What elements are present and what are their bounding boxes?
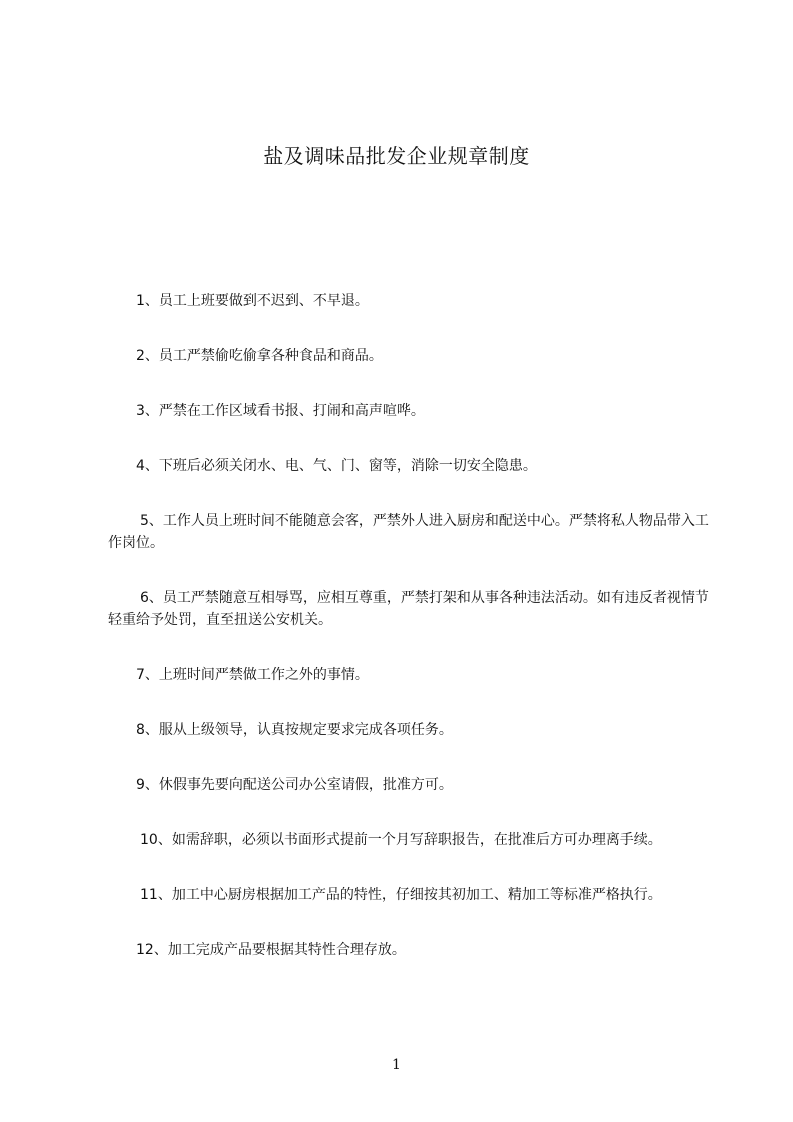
rule-item-9: 9、休假事先要向配送公司办公室请假，批准方可。 bbox=[136, 777, 453, 793]
rule-item-5: 5、工作人员上班时间不能随意会客，严禁外人进入厨房和配送中心。严禁将私人物品带入工作岗位。 bbox=[108, 513, 709, 551]
rule-item-8: 8、服从上级领导，认真按规定要求完成各项任务。 bbox=[136, 722, 453, 738]
rule-item-11: 11、加工中心厨房根据加工产品的特性，仔细按其初加工、精加工等标准严格执行。 bbox=[140, 887, 662, 903]
rule-item-2: 2、员工严禁偷吃偷拿各种食品和商品。 bbox=[136, 348, 383, 364]
rule-item-7: 7、上班时间严禁做工作之外的事情。 bbox=[136, 667, 369, 683]
rule-item-12: 12、加工完成产品要根据其特性合理存放。 bbox=[136, 942, 406, 958]
rule-item-10: 10、如需辞职，必须以书面形式提前一个月写辞职报告，在批准后方可办理离手续。 bbox=[140, 832, 662, 848]
document-title: 盐及调味品批发企业规章制度 bbox=[263, 144, 530, 168]
page-number: 1 bbox=[392, 1057, 401, 1073]
rule-item-1: 1、员工上班要做到不迟到、不早退。 bbox=[136, 293, 369, 309]
rule-item-4: 4、下班后必须关闭水、电、气、门、窗等，消除一切安全隐患。 bbox=[136, 458, 537, 474]
rule-item-6: 6、员工严禁随意互相辱骂，应相互尊重，严禁打架和从事各种违法活动。如有违反者视情节轻重给予处罚，直至扭送公安机关。 bbox=[108, 590, 709, 628]
rule-item-3: 3、严禁在工作区域看书报、打闹和高声喧哗。 bbox=[136, 403, 425, 419]
rules-list bbox=[108, 290, 712, 994]
